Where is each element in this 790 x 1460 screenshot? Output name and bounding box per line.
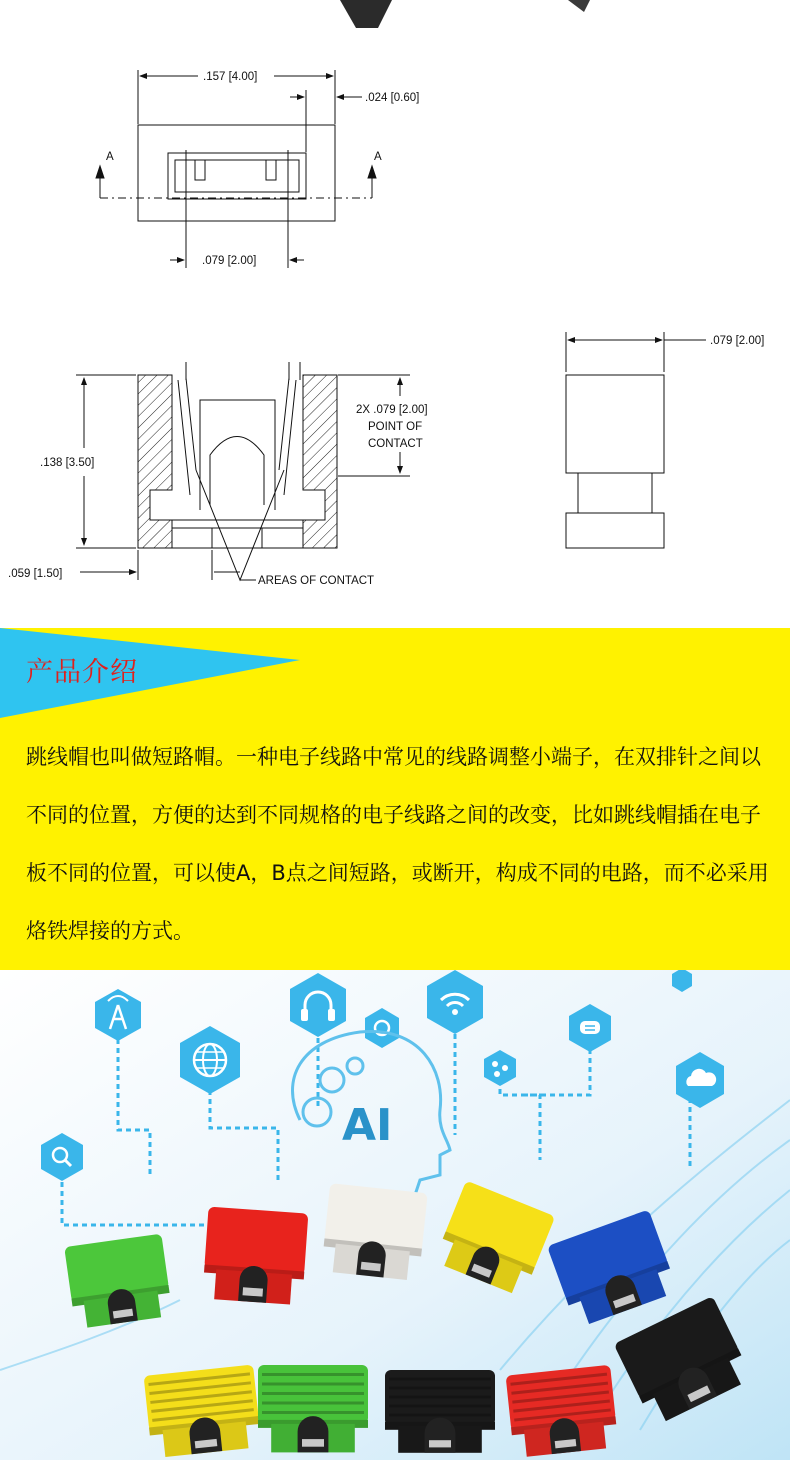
dim-pitch: .079 [2.00] (202, 255, 257, 267)
label-areas-of-contact: AREAS OF CONTACT (258, 575, 375, 587)
dim-contact-line1: 2X .079 [2.00] (356, 404, 428, 416)
ai-label: AI (342, 1100, 393, 1151)
dim-offset: .059 [1.50] (8, 568, 63, 580)
side-view (566, 332, 706, 548)
section-label-right: A (374, 151, 382, 163)
jumper-cap (258, 1365, 368, 1452)
section-title: 产品介绍 (26, 657, 138, 688)
dim-width: .157 [4.00] (203, 71, 258, 83)
dim-contact-line3: CONTACT (368, 438, 423, 450)
dim-contact-line2: POINT OF (368, 421, 423, 433)
dim-height: .138 [3.50] (40, 457, 95, 469)
dim-wall: .024 [0.60] (365, 92, 420, 104)
product-intro-section (0, 628, 790, 970)
dim-side-width: .079 [2.00] (710, 335, 765, 347)
photo-remnant (340, 0, 590, 28)
product-description: 跳线帽也叫做短路帽。一种电子线路中常见的线路调整小端子，在双排针之间以不同的位置，方便的达到不同规格的电子线路之间的改变，比如跳线帽插在电子板不同的位置，可以使A，B点之间短路，或断开，构成不同的电路，而不必采用烙铁焊接的方式。 (26, 745, 769, 943)
technical-drawing (0, 0, 790, 628)
section-view (76, 362, 410, 580)
section-label-left: A (106, 151, 114, 163)
front-view (96, 70, 376, 268)
product-photo (0, 970, 790, 1460)
jumper-cap (385, 1370, 495, 1453)
